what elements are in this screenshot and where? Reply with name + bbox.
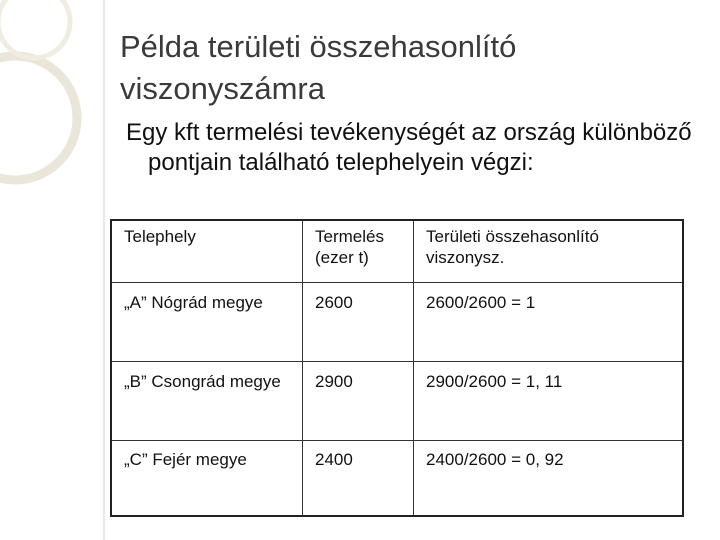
- header-index-line-2: viszonysz.: [426, 248, 505, 267]
- header-cell-production: [303, 220, 414, 283]
- site-cell: „B” Csongrád megye: [111, 362, 303, 441]
- intro-text: Egy kft termelési tevékenységét az ország különböző pontjain található telephelyein végzi:: [126, 119, 692, 176]
- slide-title-line-1: Példa területi összehasonlító: [120, 29, 517, 64]
- header-index-line-1: Területi összehasonlító: [426, 227, 599, 246]
- header-production-line-1: Termelés: [315, 227, 384, 246]
- header-cell-site: [111, 220, 303, 283]
- decorative-ring-small: [0, 0, 70, 58]
- header-site-line-1: Telephely: [124, 227, 196, 246]
- header-production-line-2: (ezer t): [315, 248, 369, 267]
- production-cell: 2400: [303, 441, 414, 517]
- production-cell: 2600: [303, 283, 414, 362]
- slide-title-line-2: viszonyszámra: [120, 71, 325, 106]
- table-header-row: [111, 220, 683, 283]
- index-cell: 2400/2600 = 0, 92: [414, 441, 684, 517]
- table-row: [111, 441, 683, 517]
- index-cell: 2900/2600 = 1, 11: [414, 362, 684, 441]
- production-cell: 2900: [303, 362, 414, 441]
- slide-title: [120, 26, 700, 110]
- header-cell-index: [414, 220, 684, 283]
- index-cell: 2600/2600 = 1: [414, 283, 684, 362]
- site-cell: „A” Nógrád megye: [111, 283, 303, 362]
- decorative-ring-large: [0, 56, 77, 180]
- table-row: [111, 362, 683, 441]
- comparison-table: [110, 219, 684, 517]
- table-row: [111, 283, 683, 362]
- site-cell: „C” Fejér megye: [111, 441, 303, 517]
